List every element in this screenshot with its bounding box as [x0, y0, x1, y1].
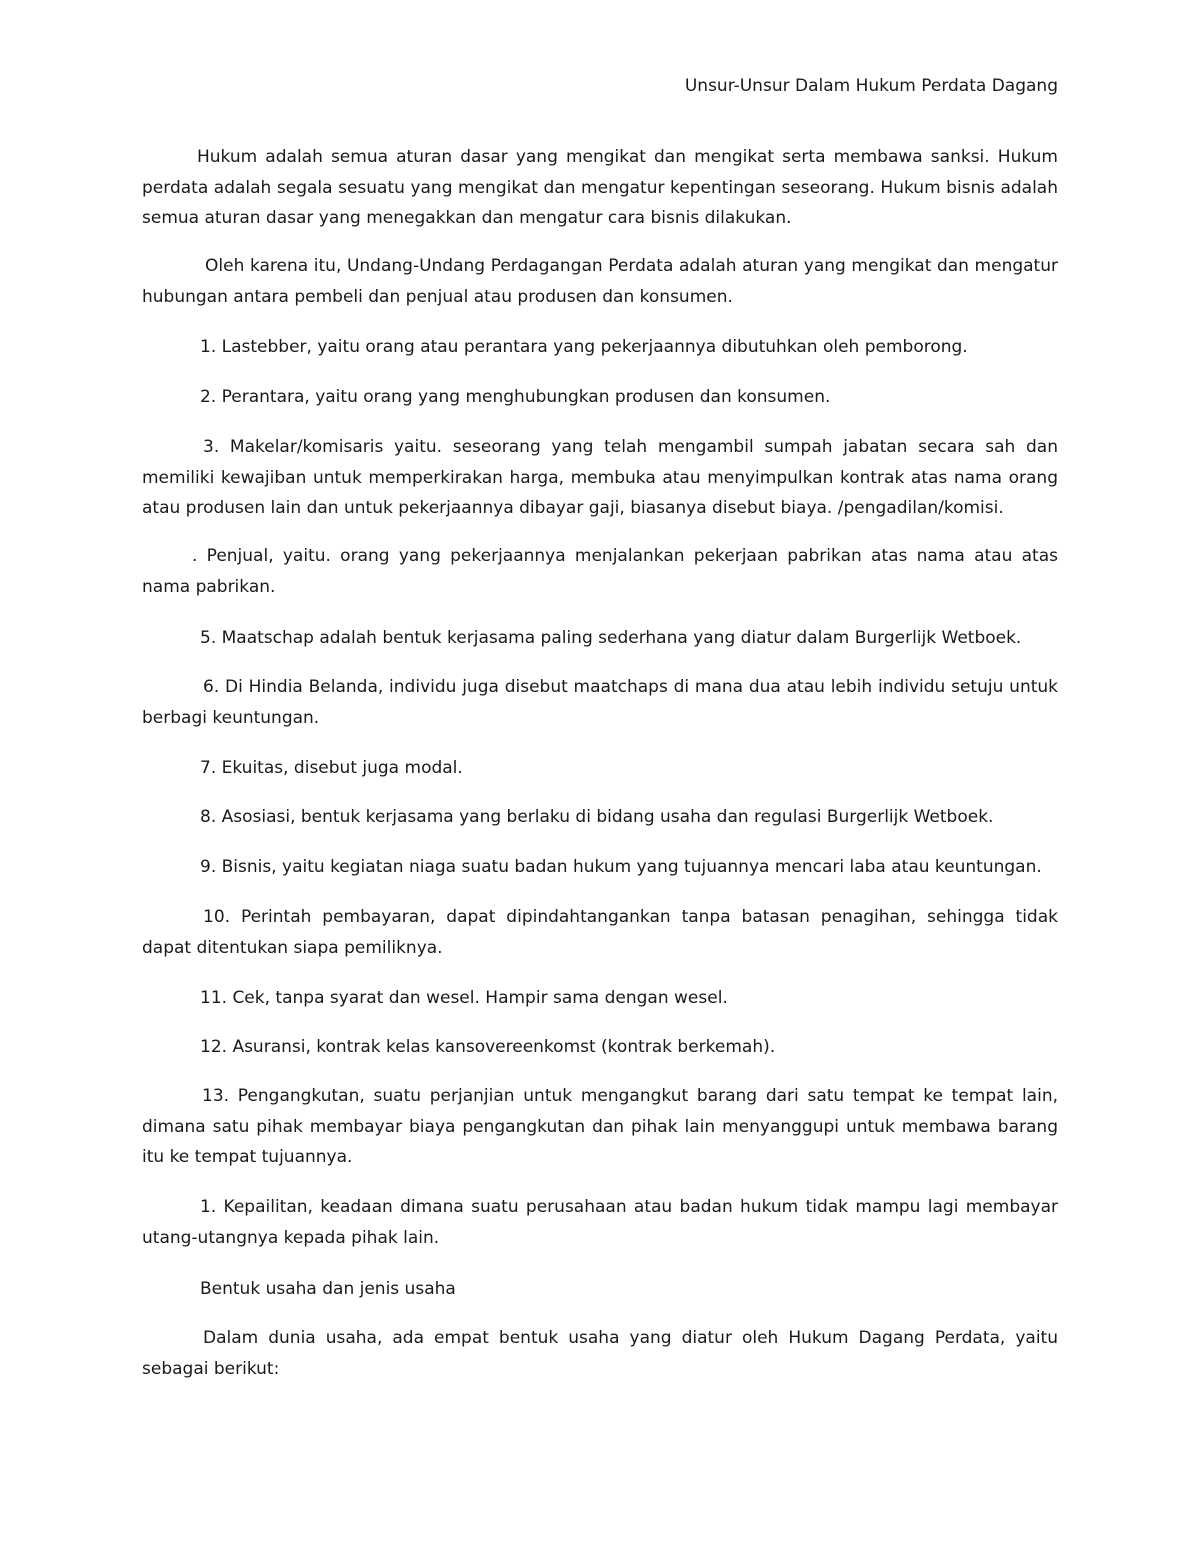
list-item-8: 8. Asosiasi, bentuk kerjasama yang berlaku di bidang usaha dan regulasi Burgerlijk Wetboek.: [200, 807, 994, 827]
list-item-5: 5. Maatschap adalah bentuk kerjasama paling sederhana yang diatur dalam Burgerlijk Wetboek.: [200, 628, 1022, 648]
list-item-10: 10. Perintah pembayaran, dapat dipindahtangankan tanpa batasan penagihan, sehingga tidak dapat ditentukan siapa pemiliknya.: [142, 907, 1058, 958]
list-item-11: 11. Cek, tanpa syarat dan wesel. Hampir sama dengan wesel.: [200, 988, 728, 1008]
list-item-1: 1. Lastebber, yaitu orang atau perantara yang pekerjaannya dibutuhkan oleh pemborong.: [200, 337, 968, 357]
section-heading: Bentuk usaha dan jenis usaha: [200, 1279, 456, 1299]
document-page: [142, 0, 1058, 1553]
list-item-3: 3. Makelar/komisaris yaitu. seseorang yang telah mengambil sumpah jabatan secara sah dan memiliki kewajiban untuk memperkirakan harga, membuka atau menyimpulkan kontrak atas nama orang atau produsen lain dan untuk pekerjaannya dibayar gaji, biasanya disebut biaya. /pengadilan/komisi.: [142, 437, 1058, 518]
list-item-9: 9. Bisnis, yaitu kegiatan niaga suatu badan hukum yang tujuannya mencari laba atau keuntungan.: [200, 857, 1042, 877]
list-item-14: 1. Kepailitan, keadaan dimana suatu perusahaan atau badan hukum tidak mampu lagi membayar utang-utangnya kepada pihak lain.: [142, 1197, 1058, 1248]
paragraph-business-forms: Dalam dunia usaha, ada empat bentuk usaha yang diatur oleh Hukum Dagang Perdata, yaitu sebagai berikut:: [142, 1328, 1058, 1379]
list-item-12: 12. Asuransi, kontrak kelas kansovereenkomst (kontrak berkemah).: [200, 1037, 776, 1057]
list-item-7: 7. Ekuitas, disebut juga modal.: [200, 758, 463, 778]
list-item-6: 6. Di Hindia Belanda, individu juga disebut maatchaps di mana dua atau lebih individu setuju untuk berbagi keuntungan.: [142, 677, 1058, 728]
paragraph-definitions: Hukum adalah semua aturan dasar yang mengikat dan mengikat serta membawa sanksi. Hukum perdata adalah segala sesuatu yang mengikat dan mengatur kepentingan seseorang. Hukum bisnis adalah semua aturan dasar yang menegakkan dan mengatur cara bisnis dilakukan.: [142, 147, 1058, 228]
list-item-2: 2. Perantara, yaitu orang yang menghubungkan produsen dan konsumen.: [200, 387, 831, 407]
list-item-13: 13. Pengangkutan, suatu perjanjian untuk mengangkut barang dari satu tempat ke tempat lain, dimana satu pihak membayar biaya pengangkutan dan pihak lain menyanggupi untuk membawa barang itu ke tempat tujuannya.: [142, 1086, 1058, 1167]
page-header: Unsur-Unsur Dalam Hukum Perdata Dagang: [684, 76, 1058, 96]
list-item-4: . Penjual, yaitu. orang yang pekerjaannya menjalankan pekerjaan pabrikan atas nama atau atas nama pabrikan.: [142, 546, 1058, 597]
paragraph-intro: Oleh karena itu, Undang-Undang Perdagangan Perdata adalah aturan yang mengikat dan mengatur hubungan antara pembeli dan penjual atau produsen dan konsumen.: [142, 256, 1058, 307]
